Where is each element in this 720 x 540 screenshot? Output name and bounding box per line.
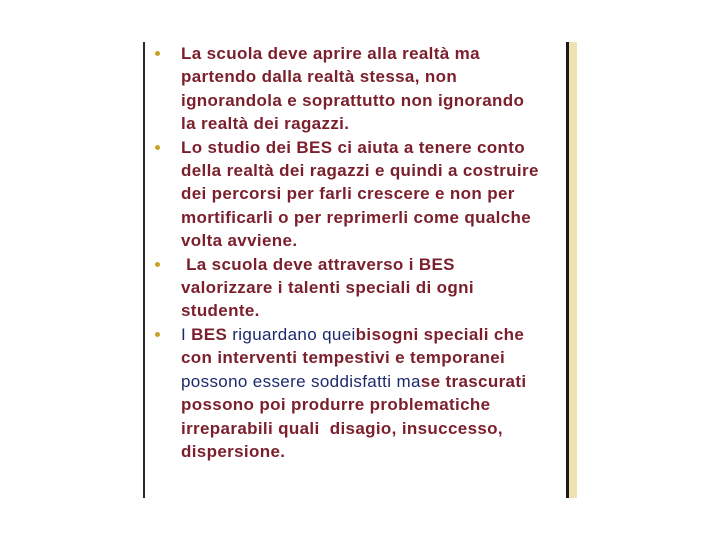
bullet-4-line-1-part-c: riguardano quei <box>227 324 356 344</box>
bullet-3-line-1: La scuola deve attraverso i BES <box>181 254 455 274</box>
bullet-4-line-3 <box>181 370 573 393</box>
bullet-3-line-2: valorizzare i talenti speciali di ogni <box>181 278 474 298</box>
bullet-4-line-5: irreparabili quali disagio, insuccesso, <box>181 418 503 438</box>
bullet-4-line-1 <box>181 323 573 346</box>
left-rule <box>143 42 145 498</box>
bullet-1-line-4: la realtà dei ragazzi. <box>181 114 350 134</box>
bullet-2-line-4: mortificarli o per reprimerli come qualche <box>181 207 532 227</box>
bullet-4-line-1-part-a: I <box>181 324 192 344</box>
bullet-item-1 <box>153 42 573 136</box>
bullet-dot-icon <box>155 145 160 150</box>
bullet-item-3 <box>153 253 573 323</box>
bullet-4-line-1-part-b: BES <box>191 324 228 344</box>
bullet-4-line-3-part-a: possono essere soddisfatti ma <box>181 371 421 391</box>
bullet-2-line-3: dei percorsi per farli crescere e non per <box>181 184 515 204</box>
slide-frame <box>143 42 577 498</box>
bullet-4-line-4: possono poi produrre problematiche <box>181 395 491 415</box>
bullet-item-2 <box>153 136 573 253</box>
bullet-1-line-1: La scuola deve aprire alla realtà ma <box>181 44 480 63</box>
bullet-item-4 <box>153 323 573 463</box>
bullet-2-line-2: della realtà dei ragazzi e quindi a costruire <box>181 161 539 181</box>
bullet-dot-icon <box>155 51 160 56</box>
bullet-1-line-3: ignorandola e soprattutto non ignorando <box>181 90 525 110</box>
bullet-4-line-2: con interventi tempestivi e temporanei <box>181 348 506 368</box>
bullet-4-line-3-part-b: se trascurati <box>420 371 527 391</box>
bullet-4-line-1-part-d: bisogni speciali che <box>355 324 525 344</box>
bullet-dot-icon <box>155 332 160 337</box>
bullet-3-line-3: studente. <box>181 301 260 321</box>
bullet-1-line-2: partendo dalla realtà stessa, non <box>181 67 458 87</box>
bullet-dot-icon <box>155 262 160 267</box>
bullet-list <box>153 42 573 463</box>
bullet-2-line-5: volta avviene. <box>181 231 298 251</box>
bullet-2-line-1: Lo studio dei BES ci aiuta a tenere conto <box>181 137 526 157</box>
bullet-4-line-6: dispersione. <box>181 441 286 461</box>
